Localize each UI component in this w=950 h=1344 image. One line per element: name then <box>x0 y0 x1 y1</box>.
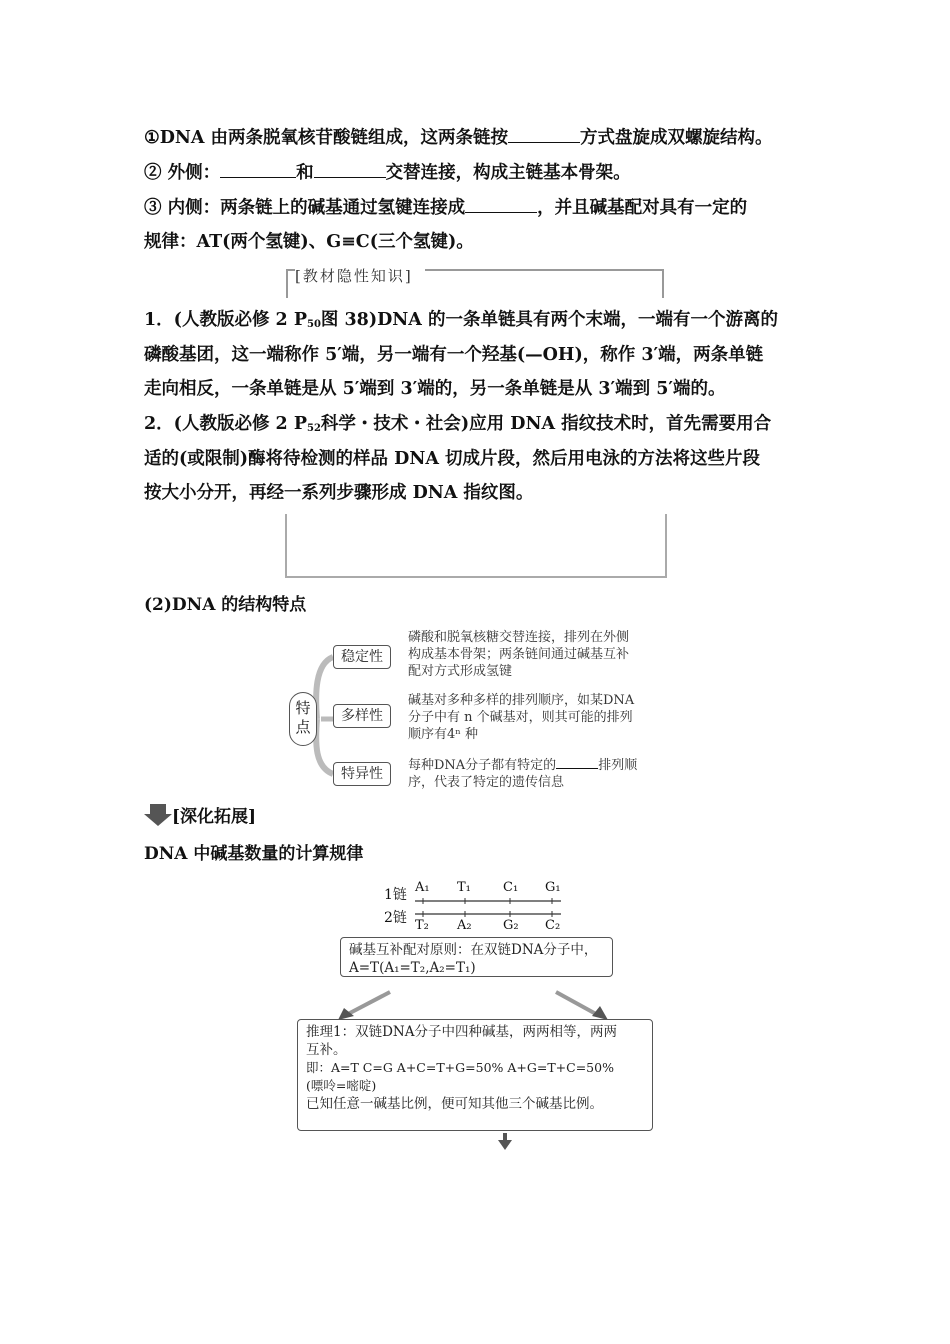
chain-2-base-3: G₂ <box>503 918 519 933</box>
feature-diversity-label: 多样性 <box>333 704 391 728</box>
specificity-line-2: 序，代表了特定的遗传信息 <box>408 775 565 790</box>
principle-line-2: A=T(A₁=T₂,A₂=T₁) <box>349 960 476 976</box>
dna-strands <box>413 893 563 919</box>
knowledge-item-2-line-2: 适的(或限制)酶将待检测的样品 DNA 切成片段，然后用电泳的方法将这些片段 <box>144 449 760 469</box>
structure-heading: (2)DNA 的结构特点 <box>144 595 307 615</box>
intro-line-2-post: 交替连接，构成主链基本骨架。 <box>385 163 631 183</box>
diversity-line-3: 顺序有4ⁿ 种 <box>408 727 479 742</box>
feature-stability-desc <box>408 629 629 680</box>
bracket-left: [ <box>295 267 303 285</box>
intro-line-1 <box>144 126 773 149</box>
extension-heading: [深化拓展] <box>172 807 257 827</box>
chain-1-base-2: T₁ <box>457 880 471 895</box>
k1-sub: 50 <box>306 319 321 330</box>
intro-line-2-mid: 和 <box>296 163 314 183</box>
inference-line-4: (嘌呤=嘧啶) <box>306 1078 377 1093</box>
chain-1-base-1: A₁ <box>415 880 430 895</box>
specificity-post: 排列顺 <box>598 758 638 773</box>
fill-blank-2[interactable] <box>220 161 296 178</box>
intro-line-3-post: ，并且碱基配对具有一定的 <box>537 198 748 218</box>
k1-b: 图 38)DNA 的一条单链具有两个末端，一端有一个游离的 <box>320 310 778 330</box>
knowledge-box-title <box>295 266 413 286</box>
intro-line-1-pre: ①DNA 由两条脱氧核苷酸链组成，这两条链按 <box>144 128 509 148</box>
center-char-1: 特 <box>295 699 311 717</box>
specificity-line-1 <box>408 756 637 774</box>
stability-line-1: 磷酸和脱氧核糖交替连接，排列在外侧 <box>408 630 630 645</box>
fill-blank-1[interactable] <box>508 126 580 143</box>
chain-1-base-4: G₁ <box>545 880 561 895</box>
chain-2-base-1: T₂ <box>415 918 429 933</box>
features-center-node <box>289 692 317 746</box>
intro-line-2 <box>144 161 631 184</box>
k1-a: 1．(人教版必修 2 P <box>144 310 307 330</box>
diversity-line-2: 分子中有 n 个碱基对，则其可能的排列 <box>408 710 633 725</box>
k2-sub: 52 <box>306 423 321 434</box>
k2-b: 科学・技术・社会)应用 DNA 指纹技术时，首先需要用合 <box>320 414 772 434</box>
down-arrow-icon <box>144 804 172 826</box>
knowledge-item-1-line-2: 磷酸基团，这一端称作 5′端，另一端有一个羟基(—OH)，称作 3′端，两条单链 <box>144 345 764 365</box>
chain-1-label: 1链 <box>384 887 407 903</box>
intro-line-4: 规律：AT(两个氢键)、G≡C(三个氢键)。 <box>144 232 474 252</box>
center-char-2: 点 <box>295 718 311 736</box>
bracket-right: ] <box>404 267 413 285</box>
extension-subheading: DNA 中碱基数量的计算规律 <box>144 844 364 864</box>
continue-arrow-icon <box>497 1133 513 1151</box>
fill-blank-3[interactable] <box>314 161 386 178</box>
fill-blank-4[interactable] <box>465 196 537 213</box>
specificity-blank[interactable] <box>556 756 598 769</box>
knowledge-item-1-line-3: 走向相反，一条单链是从 5′端到 3′端的，另一条单链是从 3′端到 5′端的。 <box>144 379 726 399</box>
branch-arrows <box>330 984 620 1024</box>
inference-line-1: 推理1：双链DNA分子中四种碱基，两两相等，两两 <box>306 1024 617 1040</box>
inference-line-2: 互补。 <box>306 1042 347 1058</box>
chain-2-base-4: C₂ <box>545 918 561 933</box>
knowledge-title-text: 教材隐性知识 <box>302 267 405 285</box>
chain-2-base-2: A₂ <box>457 918 472 933</box>
feature-diversity-desc <box>408 692 634 743</box>
knowledge-item-2-line-3: 按大小分开，再经一系列步骤形成 DNA 指纹图。 <box>144 483 534 503</box>
intro-line-3-pre: ③ 内侧：两条链上的碱基通过氢键连接成 <box>144 198 466 218</box>
k2-a: 2．(人教版必修 2 P <box>144 414 307 434</box>
chain-1-base-3: C₁ <box>503 880 519 895</box>
feature-stability-label: 稳定性 <box>333 645 391 669</box>
intro-line-2-pre: ② 外侧： <box>144 163 221 183</box>
feature-specificity-desc <box>408 756 637 791</box>
specificity-pre: 每种DNA分子都有特定的 <box>408 758 557 773</box>
knowledge-item-2-line-1 <box>144 413 771 440</box>
principle-line-1: 碱基互补配对原则：在双链DNA分子中， <box>349 942 598 958</box>
principle-box <box>340 937 613 977</box>
intro-line-1-post: 方式盘旋成双螺旋结构。 <box>580 128 773 148</box>
intro-line-3 <box>144 196 747 219</box>
feature-specificity-label: 特异性 <box>333 762 391 786</box>
inference-box <box>297 1019 653 1131</box>
knowledge-box-bottom <box>285 514 667 578</box>
diversity-line-1: 碱基对多种多样的排列顺序，如某DNA <box>408 693 635 708</box>
stability-line-3: 配对方式形成氢键 <box>408 664 513 679</box>
stability-line-2: 构成基本骨架；两条链间通过碱基互补 <box>408 647 630 662</box>
knowledge-item-1-line-1 <box>144 309 778 336</box>
inference-line-5: 已知任意一碱基比例，便可知其他三个碱基比例。 <box>306 1096 603 1112</box>
chain-2-label: 2链 <box>384 910 407 926</box>
inference-line-3: 即：A=T C=G A+C=T+G=50% A+G=T+C=50% <box>306 1060 614 1075</box>
